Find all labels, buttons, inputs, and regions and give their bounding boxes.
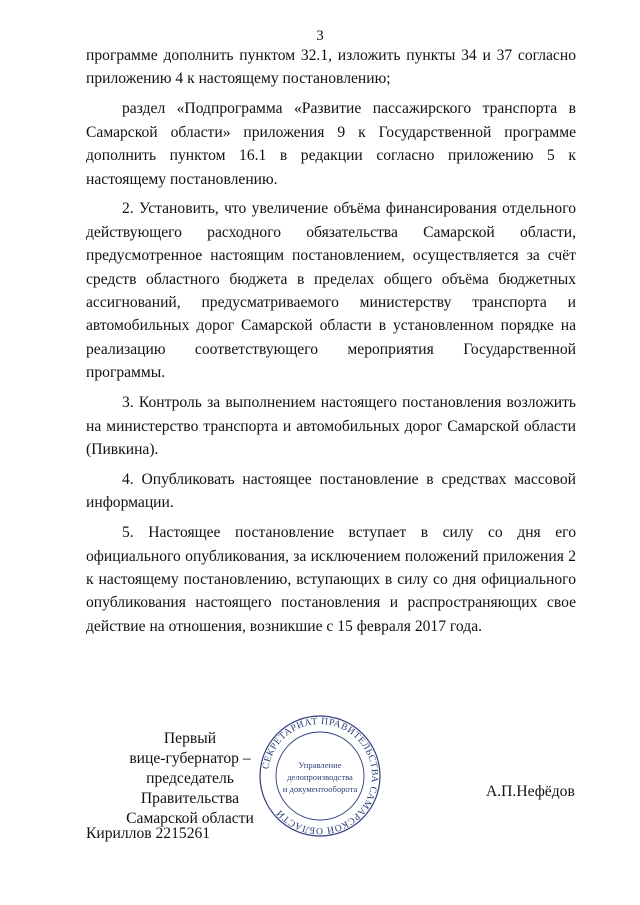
secretariat-stamp — [258, 714, 382, 838]
stamp-outer-text: СЕКРЕТАРИАТ ПРАВИТЕЛЬСТВА САМАРСКОЙ ОБЛАСТИ — [260, 715, 381, 837]
document-body — [86, 44, 576, 645]
position-line: председатель Правительства — [140, 770, 240, 807]
stamp-inner-line: и документооборота — [282, 784, 358, 794]
paragraph-item-2: 2. Установить, что увеличение объёма финансирования отдельного действующего расходного обязательства Самарской области, предусмотренное настоящим постановлением, осуществляется за счёт средств областного бюджета в пределах общего объёма бюджетных ассигнований, предусматриваемого министерству транспорта и автомобильных дорог Самарской области в установленном порядке на реализацию соответствующего мероприятия Государственной программы. — [86, 200, 576, 382]
paragraph-item-5: 5. Настоящее постановление вступает в силу со дня его официального опубликования, за исключением положений приложения 2 к настоящему постановлению, вступающих в силу со дня официального опубликования настоящего постановления и распространяющих свое действие на отношения, возникшие с 15 февраля 2017 года. — [86, 524, 576, 635]
executor-contact: Кириллов 2215261 — [86, 825, 211, 842]
signer-name: А.П.Нефёдов — [486, 783, 575, 800]
paragraph-item-3: 3. Контроль за выполнением настоящего постановления возложить на министерство транспорта и автомобильных дорог Самарской области (Пивкина). — [86, 394, 576, 458]
paragraph-continuation: программе дополнить пунктом 32.1, изложить пункты 34 и 37 согласно приложению 4 к настоящему постановлению; — [86, 47, 576, 88]
stamp-inner-line: делопроизводства — [287, 772, 353, 782]
paragraph-item-4: 4. Опубликовать настоящее постановление в средствах массовой информации. — [86, 470, 576, 512]
position-line: Первый — [163, 730, 217, 747]
stamp-inner-line: Управление — [298, 760, 342, 770]
position-line: вице-губернатор – — [129, 750, 251, 767]
position-line: Самарской области — [126, 810, 254, 827]
signatory-position — [100, 729, 280, 829]
page-number: 3 — [316, 28, 324, 44]
paragraph-section-addition: раздел «Подпрограмма «Развитие пассажирского транспорта в Самарской области» приложения 9 к Государственной программе дополнить пунктом 16.1 в редакции согласно приложению 5 к настоящему постановлению. — [86, 100, 576, 188]
